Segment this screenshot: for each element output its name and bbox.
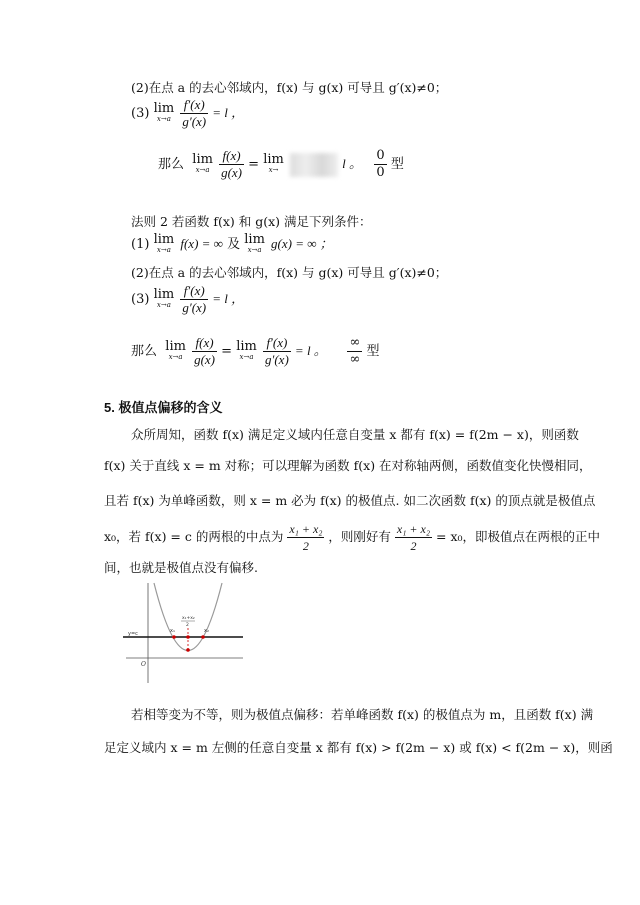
label-x2: x₂: [204, 628, 209, 634]
rule2-condition-1: [131, 233, 333, 256]
paragraph2-line1: 若相等变为不等，则为极值点偏移：若单峰函数 f(x) 的极值点为 m，且函数 f(x) 满: [131, 707, 594, 722]
parabola-figure: [118, 578, 248, 688]
cond3-suffix: = l ，: [212, 105, 245, 120]
lim-operator: lim x→a: [236, 338, 257, 361]
obscured-region: [290, 153, 338, 177]
label-yc: y=c: [128, 631, 138, 637]
root-point-x1: [172, 635, 176, 639]
equals-sign: =: [221, 344, 233, 359]
lim-operator: lim x→a: [244, 231, 265, 254]
conclusion-prefix: 那么: [158, 157, 185, 172]
section-heading: 5. 极值点偏移的含义: [104, 400, 223, 415]
line4-part-a: x₀，若 f(x) = c 的两根的中点为: [104, 529, 284, 544]
cond3-prefix: (3): [131, 106, 150, 121]
equals-sign: =: [248, 157, 260, 172]
paragraph1-line1: 众所周知，函数 f(x) 满足定义域内任意自变量 x 都有 f(x) = f(2m − x)，则函数: [131, 427, 579, 442]
rule2-title: 法则 2 若函数 f(x) 和 g(x) 满足下列条件：: [131, 214, 372, 229]
line4-part-c: = x₀，即极值点在两根的正中: [436, 529, 601, 544]
label-x1: x₁: [170, 628, 175, 634]
vertex-point: [186, 648, 190, 652]
rule2-condition-2: (2)在点 a 的去心邻域内，f(x) 与 g(x) 可导且 g′(x)≠0；: [131, 265, 448, 280]
type-word: 型: [366, 344, 380, 359]
label-origin: O: [141, 661, 146, 668]
paragraph1-line3: 且若 f(x) 为单峰函数，则 x = m 必为 f(x) 的极值点. 如二次函数 f(x) 的顶点就是极值点: [104, 493, 596, 508]
root-point-x2: [201, 635, 205, 639]
cond1-prefix: (1): [131, 237, 150, 252]
lim-operator: lim x→a: [192, 151, 213, 174]
conclusion-suffix: = l 。: [294, 343, 327, 358]
ratio-functions: $\frac{f(x)}{g(x)}$: [194, 335, 216, 367]
rule2-condition-3: [131, 283, 244, 316]
rule1-condition-3: [131, 97, 244, 130]
limit-g-infinity: g(x) = ∞ ；: [271, 236, 333, 251]
ratio-derivatives: $\frac{f'(x)}{g'(x)}$: [182, 283, 207, 315]
paragraph2-line2: 足定义域内 x = m 左侧的任意自变量 x 都有 f(x) > f(2m − x) 或 f(x) < f(2m − x)，则函: [104, 740, 613, 755]
paragraph1-line5: 间，也就是极值点没有偏移.: [104, 560, 258, 575]
paragraph1-line2: f(x) 关于直线 x = m 对称；可以理解为函数 f(x) 在对称轴两侧，函数值变化快慢相同，: [104, 458, 592, 473]
midpoint-fraction: $\frac{\text{x₁ + x₂}}{2}$: [289, 522, 323, 553]
rule1-condition-2: (2)在点 a 的去心邻域内，f(x) 与 g(x) 可导且 g′(x)≠0；: [131, 80, 448, 95]
midpoint-point: [186, 635, 190, 639]
midpoint-fraction: $\frac{\text{x₁ + x₂}}{2}$: [396, 522, 431, 553]
lim-operator: lim x→a: [165, 338, 186, 361]
ratio-derivatives: $\frac{f'(x)}{g'(x)}$: [265, 335, 289, 367]
rule1-conclusion: [158, 148, 404, 181]
type-word: 型: [390, 157, 404, 172]
indeterminate-type: $\frac{\infty}{\infty}$: [349, 335, 361, 367]
label-mid-den: 2: [186, 623, 189, 628]
lim-operator: lim x→a: [153, 286, 175, 309]
indeterminate-type: $\frac{0}{0}$: [376, 148, 385, 180]
line4-part-b: ，则刚好有: [328, 529, 391, 544]
label-mid-num: x₁+x₂: [182, 616, 195, 621]
cond3-prefix: (3): [131, 292, 150, 307]
cond3-suffix: = l ，: [212, 291, 245, 306]
and-word: 及: [227, 237, 241, 252]
ratio-functions: $\frac{f(x)}{g(x)}$: [221, 148, 243, 180]
lim-operator: lim x→a: [153, 100, 175, 123]
lim-operator: lim x→a: [153, 231, 175, 254]
conclusion-prefix: 那么: [131, 344, 158, 359]
lim-operator-obscured: lim x→: [263, 151, 284, 174]
rule2-conclusion: [131, 335, 379, 368]
conclusion-suffix: l 。: [342, 156, 363, 171]
ratio-derivatives: $\frac{f'(x)}{g'(x)}$: [182, 97, 207, 129]
paragraph1-line4: [104, 521, 600, 554]
limit-f-infinity: f(x) = ∞: [180, 236, 223, 251]
